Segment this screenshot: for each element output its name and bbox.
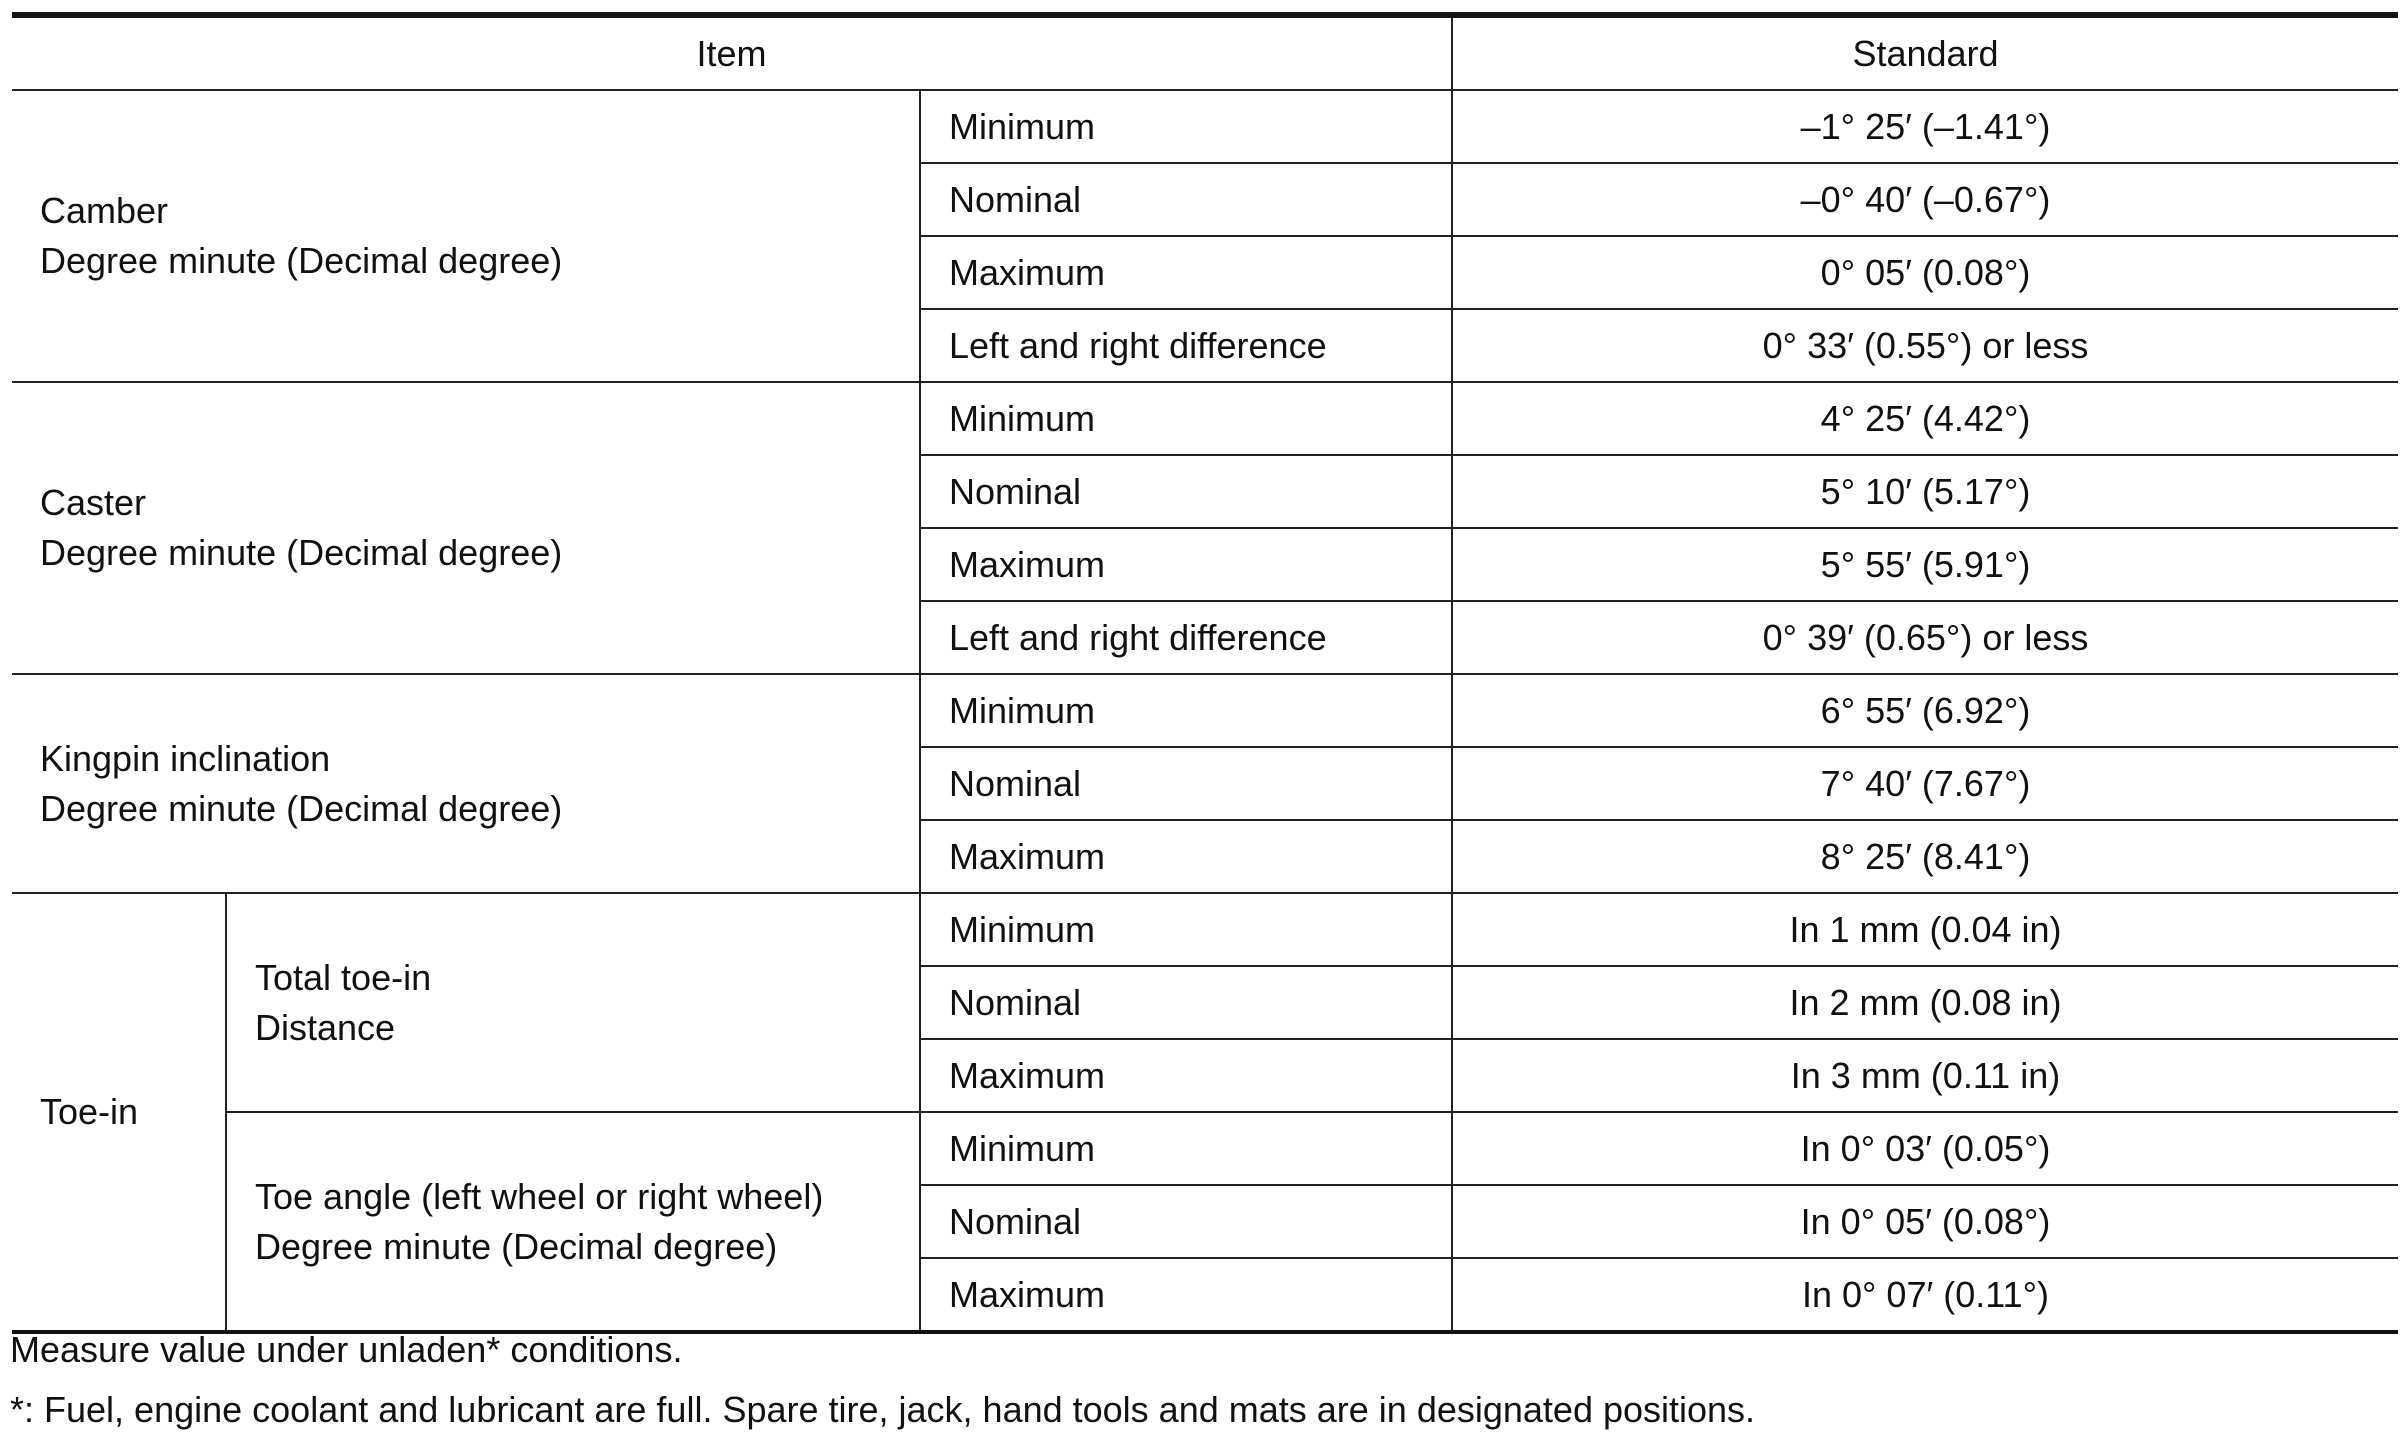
sub-label: Nominal: [920, 966, 1452, 1039]
table-row: [12, 893, 2398, 966]
kingpin-label-line2: Degree minute (Decimal degree): [40, 787, 563, 829]
toe-in-label: Toe-in: [12, 893, 226, 1332]
footnotes: [10, 1320, 1755, 1440]
standard-value: 0° 05′ (0.08°): [1452, 236, 2398, 309]
standard-value: 7° 40′ (7.67°): [1452, 747, 2398, 820]
header-item: Item: [12, 15, 1452, 90]
sub-label: Nominal: [920, 455, 1452, 528]
sub-label: Left and right difference: [920, 309, 1452, 382]
standard-value: In 0° 03′ (0.05°): [1452, 1112, 2398, 1185]
standard-value: 6° 55′ (6.92°): [1452, 674, 2398, 747]
sub-label: Maximum: [920, 1258, 1452, 1332]
toe-angle-label: [226, 1112, 920, 1332]
kingpin-label: [12, 674, 920, 893]
table-row: [12, 1112, 2398, 1185]
sub-label: Minimum: [920, 1112, 1452, 1185]
standard-value: In 1 mm (0.04 in): [1452, 893, 2398, 966]
table-row: [12, 382, 2398, 455]
standard-value: In 0° 07′ (0.11°): [1452, 1258, 2398, 1332]
header-standard: Standard: [1452, 15, 2398, 90]
caster-label-line2: Degree minute (Decimal degree): [40, 532, 563, 573]
sub-label: Minimum: [920, 674, 1452, 747]
toe-angle-label-line1: Toe angle (left wheel or right wheel): [255, 1175, 824, 1217]
table-row: [12, 90, 2398, 163]
toe-angle-label-line2: Degree minute (Decimal degree): [255, 1225, 778, 1267]
note-unladen: Measure value under unladen* conditions.: [10, 1329, 683, 1370]
standard-value: –0° 40′ (–0.67°): [1452, 163, 2398, 236]
total-toe-in-label: [226, 893, 920, 1112]
standard-value: In 2 mm (0.08 in): [1452, 966, 2398, 1039]
standard-value: –1° 25′ (–1.41°): [1452, 90, 2398, 163]
sub-label: Maximum: [920, 1039, 1452, 1112]
sub-label: Maximum: [920, 820, 1452, 893]
sub-label: Minimum: [920, 382, 1452, 455]
standard-value: 0° 39′ (0.65°) or less: [1452, 601, 2398, 674]
sub-label: Minimum: [920, 893, 1452, 966]
caster-label-line1: Caster: [40, 482, 147, 523]
kingpin-label-line1: Kingpin inclination: [40, 737, 331, 779]
standard-value: 4° 25′ (4.42°): [1452, 382, 2398, 455]
sub-label: Maximum: [920, 236, 1452, 309]
standard-value: 5° 55′ (5.91°): [1452, 528, 2398, 601]
standard-value: 0° 33′ (0.55°) or less: [1452, 309, 2398, 382]
caster-label: [12, 382, 920, 674]
note-unladen-definition: *: Fuel, engine coolant and lubricant are full. Spare tire, jack, hand tools and mats are in designated positions.: [10, 1389, 1756, 1430]
total-toe-in-label-line2: Distance: [255, 1006, 396, 1048]
camber-label: [12, 90, 920, 382]
sub-label: Nominal: [920, 747, 1452, 820]
wheel-alignment-spec-table: [12, 12, 2398, 1334]
sub-label: Left and right difference: [920, 601, 1452, 674]
sub-label: Nominal: [920, 163, 1452, 236]
camber-label-line2: Degree minute (Decimal degree): [40, 240, 563, 281]
standard-value: In 3 mm (0.11 in): [1452, 1039, 2398, 1112]
sub-label: Nominal: [920, 1185, 1452, 1258]
sub-label: Maximum: [920, 528, 1452, 601]
sub-label: Minimum: [920, 90, 1452, 163]
standard-value: 8° 25′ (8.41°): [1452, 820, 2398, 893]
standard-value: 5° 10′ (5.17°): [1452, 455, 2398, 528]
table-header-row: [12, 15, 2398, 90]
table-row: [12, 674, 2398, 747]
total-toe-in-label-line1: Total toe-in: [255, 956, 432, 998]
standard-value: In 0° 05′ (0.08°): [1452, 1185, 2398, 1258]
camber-label-line1: Camber: [40, 190, 169, 231]
